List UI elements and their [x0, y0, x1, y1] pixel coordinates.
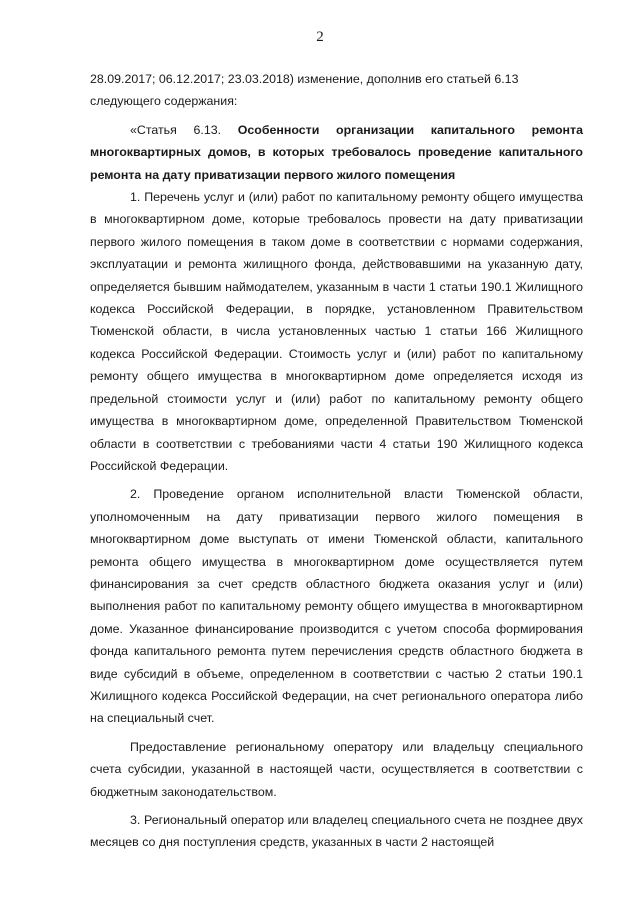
- page-number: 2: [316, 29, 324, 45]
- article-lead: «Статья 6.13.: [130, 122, 222, 137]
- intro-continuation: 28.09.2017; 06.12.2017; 23.03.2018) изменение, дополнив его статьей 6.13: [90, 72, 519, 86]
- article-heading: [90, 119, 583, 186]
- paragraph-part-2: 2. Проведение органом исполнительной власти Тюменской области, уполномоченным на дату приватизации первого жилого помещения в многоквартирном доме выступать от имени Тюменской области, капитального ремонта общего имущества в многоквартирном доме осуществляется путем финансирования за счет средств областного бюджета оказания услуг и (или) выполнения работ по капитальному ремонту общего имущества в многоквартирном доме. Указанное финансирование производится с учетом способа формирования фонда капитального ремонта путем перечисления средств областного бюджета в виде субсидий в объеме, определенном в соответствии с частью 2 статьи 190.1 Жилищного кодекса Российской Федерации, на счет регионального оператора либо на специальный счет.: [90, 487, 583, 726]
- paragraph-part-3: 3. Региональный оператор или владелец специального счета не позднее двух месяцев со дня поступления средств, указанных в части 2 настоящей: [90, 813, 583, 850]
- paragraph-subsidy: Предоставление региональному оператору или владельцу специального счета субсидии, указанной в настоящей части, осуществляется в соответствии с бюджетным законодательством.: [90, 739, 583, 799]
- paragraph-part-1: 1. Перечень услуг и (или) работ по капитальному ремонту общего имущества в многоквартирном доме, которые требовалось провести на дату приватизации первого жилого помещения в таком доме в соответствии с нормами содержания, эксплуатации и ремонта жилищного фонда, действовавшими на указанную дату, определяется бывшим наймодателем, указанным в части 1 статьи 190.1 Жилищного кодекса Российской Федерации, в порядке, установленном Правительством Тюменской области, в числа установленных частью 1 статьи 166 Жилищного кодекса Российской Федерации. Стоимость услуг и (или) работ по капитальному ремонту общего имущества в многоквартирном доме определяется исходя из предельной стоимости услуг и (или) работ по капитальному ремонту общего имущества в многоквартирном доме, определенной Правительством Тюменской области в соответствии с требованиями части 4 статьи 190 Жилищного кодекса Российской Федерации.: [90, 190, 583, 473]
- intro-next-line: следующего содержания:: [90, 94, 238, 109]
- document-body: [90, 68, 583, 854]
- article-title: Особенности организации капитального ремонта многоквартирных домов, в которых требовалось проведение капитального ремонта на дату приватизации первого жилого помещения: [90, 122, 583, 182]
